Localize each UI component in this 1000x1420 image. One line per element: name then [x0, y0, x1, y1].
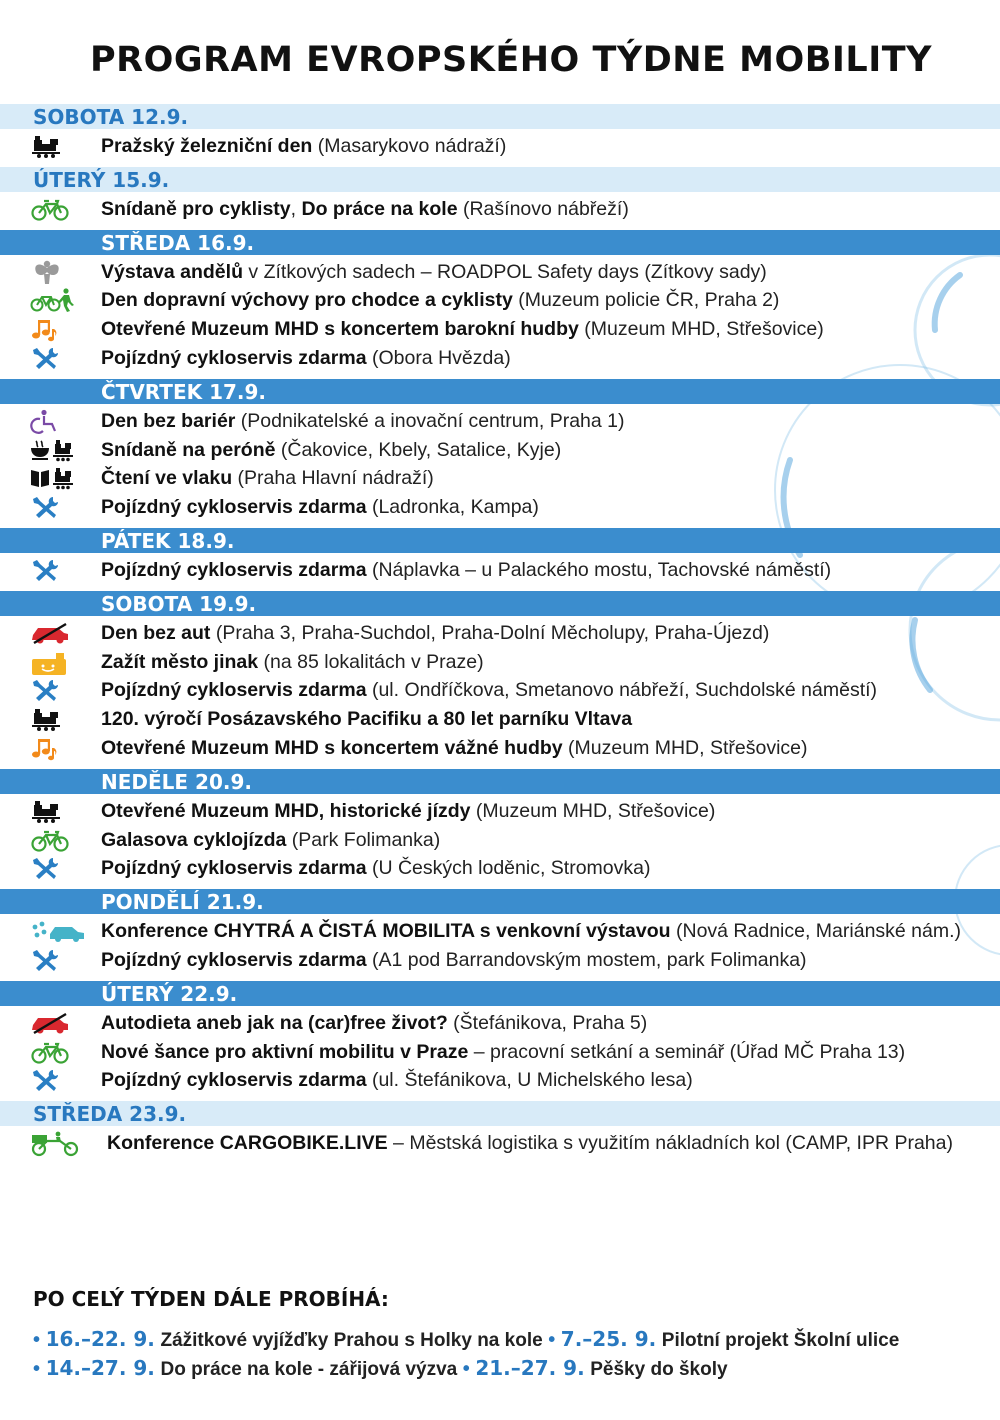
day-label: ČTVRTEK 17.9. — [101, 379, 267, 404]
bullet-icon: • — [33, 1329, 46, 1351]
bicycle-icon — [30, 828, 72, 852]
angel-icon — [30, 260, 72, 284]
event-text — [101, 707, 632, 731]
event-text — [101, 828, 440, 852]
day-label: SOBOTA 19.9. — [101, 591, 257, 616]
event-item — [0, 493, 1000, 522]
event-text — [101, 799, 715, 823]
event-item — [0, 556, 1000, 585]
day-section — [0, 528, 1000, 591]
day-label: NEDĚLE 20.9. — [101, 769, 252, 794]
event-text — [101, 438, 561, 462]
event-location: (Park Folimanka) — [286, 828, 441, 851]
city-box-icon — [30, 650, 72, 674]
event-list — [0, 192, 1000, 230]
week-dates: 21.–27. 9. — [475, 1356, 585, 1380]
cargobike-icon — [30, 1131, 72, 1155]
bicycle-icon — [30, 1040, 72, 1064]
event-text — [101, 495, 539, 519]
week-list — [33, 1327, 993, 1385]
event-text — [101, 621, 769, 645]
event-location: (ul. Ondříčkova, Smetanovo nábřeží, Suchdolské náměstí) — [366, 679, 878, 702]
week-item: Pěšky do školy — [590, 1359, 728, 1380]
event-item — [0, 344, 1000, 373]
event-title: Výstava andělů — [101, 260, 243, 283]
day-label: ÚTERÝ 15.9. — [33, 167, 170, 192]
week-row — [33, 1327, 993, 1356]
day-header — [0, 104, 1000, 129]
day-section — [0, 167, 1000, 230]
event-item — [0, 917, 1000, 946]
no-car-icon — [30, 621, 72, 645]
event-title: Pražský železniční den — [101, 135, 313, 157]
event-item — [0, 1066, 1000, 1095]
event-text — [101, 650, 484, 674]
event-list — [0, 616, 1000, 769]
day-label: STŘEDA 16.9. — [101, 230, 255, 255]
day-header — [0, 769, 1000, 794]
page-title: PROGRAM EVROPSKÉHO TÝDNE MOBILITY — [90, 40, 932, 80]
tools-icon — [30, 856, 72, 880]
event-title: Do práce na kole — [301, 197, 458, 220]
tools-icon — [30, 1068, 72, 1092]
breakfast-train-icon — [30, 438, 72, 462]
event-list — [0, 914, 1000, 981]
event-text — [107, 1131, 953, 1155]
event-list — [0, 404, 1000, 528]
event-item — [0, 648, 1000, 677]
event-title: Pojízdný cykloservis zdarma — [101, 346, 367, 369]
day-header — [0, 889, 1000, 914]
event-title: Den bez aut — [101, 621, 211, 644]
event-title: Konference CHYTRÁ A ČISTÁ MOBILITA s venkovní výstavou — [101, 920, 671, 943]
event-location: – Městská logistika s využitím nákladních kol (CAMP, IPR Praha) — [387, 1132, 953, 1155]
tools-icon — [30, 678, 72, 702]
event-item — [0, 407, 1000, 436]
event-title: Snídaně pro cyklisty — [101, 197, 291, 220]
event-text — [101, 466, 434, 490]
train-icon — [30, 707, 72, 731]
day-section — [0, 379, 1000, 528]
event-location: (Rašínovo nábřeží) — [457, 197, 629, 220]
event-title: Zažít město jinak — [101, 650, 259, 673]
event-title: Den bez bariér — [101, 409, 236, 432]
event-title: Den dopravní výchovy pro chodce a cyklisty — [101, 289, 513, 312]
day-header — [0, 591, 1000, 616]
event-item — [0, 797, 1000, 826]
wheelchair-icon — [30, 409, 72, 433]
week-item: Zážitkové vyjížďky Prahou s Holky na kole — [160, 1330, 543, 1351]
day-section — [0, 230, 1000, 379]
event-item — [0, 132, 1000, 161]
event-item — [0, 258, 1000, 287]
event-item — [0, 286, 1000, 315]
event-title: Galasova cyklojízda — [101, 828, 287, 851]
day-header — [0, 167, 1000, 192]
event-item — [0, 195, 1000, 224]
bicycle-icon — [30, 197, 72, 221]
week-dates: 7.–25. 9. — [560, 1327, 657, 1351]
event-text — [101, 736, 808, 760]
event-title: Autodieta aneb jak na (car)free život? — [101, 1011, 448, 1034]
event-text — [101, 1011, 647, 1035]
event-location: (Masarykovo nádraží) — [312, 135, 507, 157]
event-location: (Nová Radnice, Mariánské nám.) — [670, 920, 962, 943]
event-location: (Muzeum MHD, Střešovice) — [470, 799, 716, 822]
event-text — [101, 1040, 905, 1064]
day-section — [0, 104, 1000, 167]
event-title: Otevřené Muzeum MHD s koncertem vážné hudby — [101, 736, 563, 759]
event-item — [0, 826, 1000, 855]
event-list — [0, 794, 1000, 889]
event-location: (Praha Hlavní nádraží) — [232, 467, 434, 490]
book-train-icon — [30, 466, 72, 490]
day-section — [0, 591, 1000, 769]
train-icon — [30, 134, 72, 158]
event-list — [0, 553, 1000, 591]
bike-pedestrian-icon — [30, 288, 72, 312]
day-section — [0, 1101, 1000, 1164]
event-location: (Ladronka, Kampa) — [366, 496, 539, 519]
music-icon — [30, 736, 72, 760]
event-location: v Zítkových sadech – ROADPOL Safety days (Zítkovy sady) — [242, 260, 767, 283]
tools-icon — [30, 346, 72, 370]
day-section — [0, 769, 1000, 889]
event-title: Pojízdný cykloservis zdarma — [101, 948, 367, 971]
week-dates: 14.–27. 9. — [45, 1356, 155, 1380]
event-text — [101, 134, 506, 158]
event-item — [0, 315, 1000, 344]
event-text — [101, 1068, 693, 1092]
event-text — [101, 197, 629, 221]
week-item: Do práce na kole - zářijová výzva — [160, 1359, 458, 1380]
day-label: ÚTERÝ 22.9. — [101, 981, 238, 1006]
event-location: (Muzeum MHD, Střešovice) — [562, 736, 808, 759]
tools-icon — [30, 558, 72, 582]
event-text — [101, 317, 824, 341]
day-label: STŘEDA 23.9. — [33, 1102, 187, 1127]
week-item: Pilotní projekt Školní ulice — [661, 1330, 900, 1351]
event-list — [0, 129, 1000, 167]
day-header — [0, 981, 1000, 1006]
day-header — [0, 528, 1000, 553]
event-location: (Obora Hvězda) — [366, 346, 511, 369]
day-label: PÁTEK 18.9. — [101, 528, 235, 553]
day-header — [0, 379, 1000, 404]
event-item — [0, 854, 1000, 883]
bullet-icon: • — [457, 1358, 476, 1380]
day-section — [0, 889, 1000, 981]
event-item — [0, 436, 1000, 465]
bullet-icon: • — [542, 1329, 561, 1351]
event-item — [0, 619, 1000, 648]
event-title: Otevřené Muzeum MHD, historické jízdy — [101, 799, 471, 822]
event-item — [0, 705, 1000, 734]
event-item — [0, 1038, 1000, 1067]
event-separator: , — [290, 197, 302, 220]
event-location: (Čakovice, Kbely, Satalice, Kyje) — [275, 438, 562, 461]
event-text — [101, 558, 831, 582]
week-row — [33, 1356, 993, 1385]
event-item — [0, 1129, 1000, 1158]
day-section — [0, 981, 1000, 1101]
event-title: Otevřené Muzeum MHD s koncertem barokní hudby — [101, 318, 579, 341]
event-text — [101, 409, 625, 433]
event-location: (Muzeum MHD, Střešovice) — [578, 318, 824, 341]
event-title: Pojízdný cykloservis zdarma — [101, 1069, 367, 1092]
event-location: (Náplavka – u Palackého mostu, Tachovské náměstí) — [366, 558, 832, 581]
event-title: Nové šance pro aktivní mobilitu v Praze — [101, 1040, 469, 1063]
event-list — [0, 1126, 1000, 1164]
event-item — [0, 464, 1000, 493]
event-location: (ul. Štefánikova, U Michelského lesa) — [366, 1069, 693, 1092]
event-text — [101, 346, 511, 370]
event-item — [0, 734, 1000, 763]
event-item — [0, 946, 1000, 975]
music-icon — [30, 317, 72, 341]
day-header — [0, 1101, 1000, 1126]
event-list — [0, 255, 1000, 379]
event-text — [101, 288, 779, 312]
event-list — [0, 1006, 1000, 1101]
event-item — [0, 676, 1000, 705]
week-dates: 16.–22. 9. — [45, 1327, 155, 1351]
train-icon — [30, 799, 72, 823]
event-title: Pojízdný cykloservis zdarma — [101, 558, 367, 581]
event-location: (Podnikatelské a inovační centrum, Praha 1) — [235, 409, 625, 432]
event-title: Snídaně na peróně — [101, 438, 276, 461]
event-text — [101, 948, 807, 972]
event-title: Pojízdný cykloservis zdarma — [101, 496, 367, 519]
event-item — [0, 1009, 1000, 1038]
bullet-icon: • — [33, 1358, 46, 1380]
event-location: (U Českých loděnic, Stromovka) — [366, 857, 651, 880]
event-title: Čtení ve vlaku — [101, 467, 233, 490]
event-location: (Štefánikova, Praha 5) — [447, 1011, 648, 1034]
event-text — [101, 260, 767, 284]
event-title: Pojízdný cykloservis zdarma — [101, 857, 367, 880]
event-location: (na 85 lokalitách v Praze) — [258, 650, 484, 673]
tools-icon — [30, 495, 72, 519]
event-title: Pojízdný cykloservis zdarma — [101, 679, 367, 702]
day-label: SOBOTA 12.9. — [33, 105, 189, 129]
event-text — [101, 856, 650, 880]
event-title: Konference CARGOBIKE.LIVE — [107, 1132, 388, 1155]
tools-icon — [30, 948, 72, 972]
week-heading: PO CELÝ TÝDEN DÁLE PROBÍHÁ: — [33, 1287, 389, 1311]
event-text — [101, 919, 961, 943]
day-header — [0, 230, 1000, 255]
event-location: (Muzeum policie ČR, Praha 2) — [512, 289, 780, 312]
event-location: (Praha 3, Praha-Suchdol, Praha-Dolní Měcholupy, Praha-Újezd) — [210, 621, 770, 644]
event-location: – pracovní setkání a seminář (Úřad MČ Praha 13) — [468, 1040, 906, 1063]
day-label: PONDĚLÍ 21.9. — [101, 890, 264, 915]
event-location: (A1 pod Barrandovským mostem, park Folimanka) — [366, 948, 807, 971]
no-car-icon — [30, 1011, 72, 1035]
event-text — [101, 678, 877, 702]
smart-car-icon — [30, 919, 72, 943]
program-sections — [0, 104, 1000, 1164]
event-title: 120. výročí Posázavského Pacifiku a 80 let parníku Vltava — [101, 708, 633, 731]
